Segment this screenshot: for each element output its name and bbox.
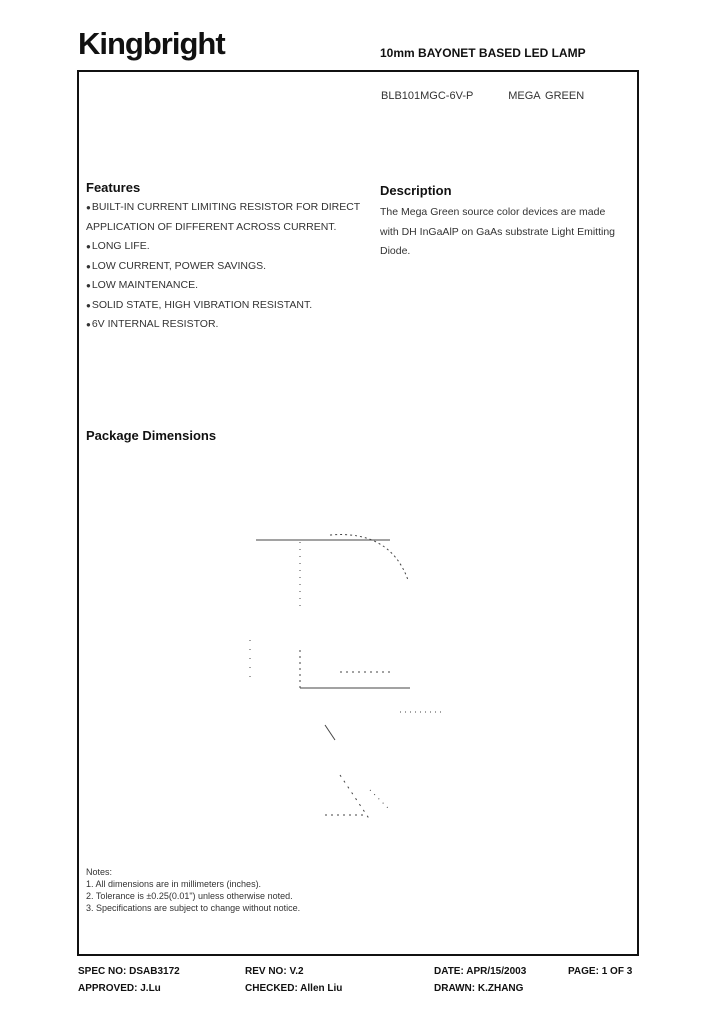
part-color: MEGA GREEN	[508, 90, 585, 102]
spec-date: DATE: APR/15/2003	[434, 966, 527, 977]
feature-item: APPLICATION OF DIFFERENT ACROSS CURRENT.	[86, 220, 337, 233]
revision-number: REV NO: V.2	[245, 966, 304, 977]
description-text: The Mega Green source color devices are made with DH InGaAlP on GaAs substrate Light Emitting Diode.	[380, 206, 615, 257]
bullet-icon: ●	[86, 242, 91, 251]
bullet-icon: ●	[86, 261, 91, 271]
notes-block	[86, 866, 300, 914]
note-item: 2. Tolerance is ±0.25(0.01") unless otherwise noted.	[86, 891, 293, 901]
bullet-icon: ●	[86, 300, 91, 310]
spec-number: SPEC NO: DSAB3172	[78, 966, 180, 977]
page-number: PAGE: 1 OF 3	[568, 966, 633, 977]
feature-item: ●BUILT-IN CURRENT LIMITING RESISTOR FOR DIRECT	[86, 201, 361, 213]
drawn-by: DRAWN: K.ZHANG	[434, 983, 524, 994]
bullet-icon: ●	[86, 281, 91, 290]
features-heading: Features	[86, 180, 141, 195]
features-list	[86, 200, 366, 337]
feature-item: ●LOW CURRENT, POWER SAVINGS.	[86, 259, 267, 272]
feature-item: ●SOLID STATE, HIGH VIBRATION RESISTANT.	[86, 298, 313, 311]
feature-item: ●LONG LIFE.	[86, 240, 150, 252]
description-heading: Description	[380, 183, 452, 198]
document-title: 10mm BAYONET BASED LED LAMP	[380, 46, 586, 60]
package-dimensions-heading: Package Dimensions	[86, 428, 217, 443]
note-item: 3. Specifications are subject to change without notice.	[86, 903, 301, 913]
notes-title: Notes:	[86, 867, 113, 877]
approved-by: APPROVED: J.Lu	[78, 983, 161, 994]
part-info	[381, 90, 584, 102]
package-dimension-drawing	[240, 490, 460, 830]
note-item: 1. All dimensions are in millimeters (inches).	[86, 879, 262, 889]
kingbright-logo: Kingbright	[78, 26, 225, 61]
feature-item: ●6V INTERNAL RESISTOR.	[86, 318, 219, 330]
bullet-icon: ●	[86, 203, 91, 212]
part-number: BLB101MGC-6V-P	[381, 90, 474, 102]
checked-by: CHECKED: Allen Liu	[245, 983, 343, 994]
feature-item: ●LOW MAINTENANCE.	[86, 279, 199, 291]
bullet-icon: ●	[86, 320, 91, 329]
